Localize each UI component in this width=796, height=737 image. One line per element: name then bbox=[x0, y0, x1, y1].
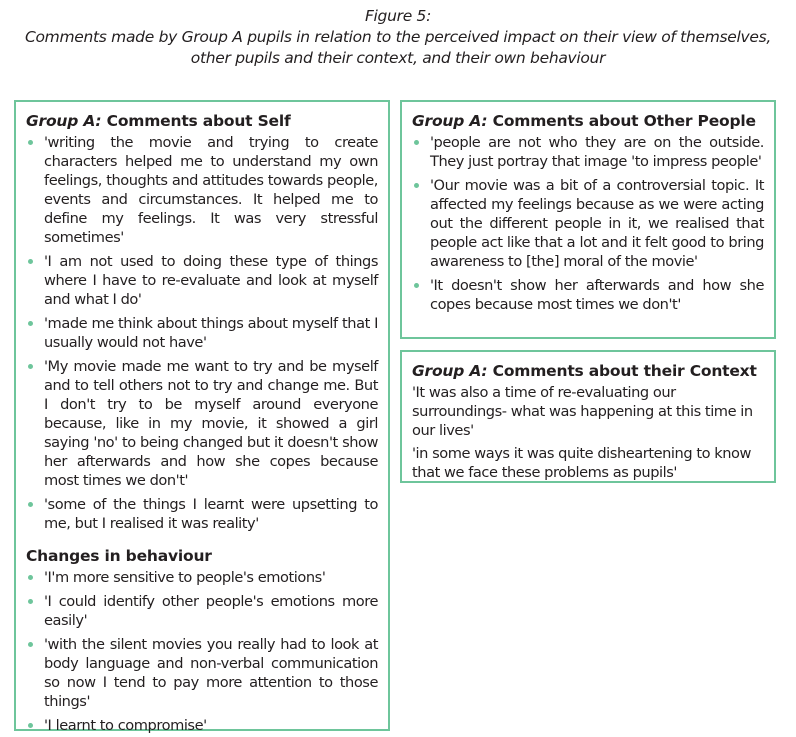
list-item: 'I am not used to doing these type of things where I have to re-evaluate and look at myself and what I do' bbox=[26, 252, 378, 309]
behaviour-list bbox=[26, 568, 378, 735]
group-prefix: Group A: bbox=[26, 112, 102, 130]
context-comment: 'It was also a time of re-evaluating our surroundings- what was happening at this time in our lives' bbox=[412, 384, 753, 439]
list-item: 'people are not who they are on the outside. They just portray that image 'to impress people' bbox=[412, 133, 764, 171]
list-item: 'I'm more sensitive to people's emotions' bbox=[26, 568, 378, 587]
list-item: 'some of the things I learnt were upsetting to me, but I realised it was reality' bbox=[26, 495, 378, 533]
self-heading bbox=[26, 112, 378, 130]
list-item: 'writing the movie and trying to create characters helped me to understand my own feelings, thoughts and attitudes towards people, events and circumstances. It helped me to define my feelings. It was very stressful sometimes' bbox=[26, 133, 378, 247]
others-title: Comments about Other People bbox=[492, 112, 756, 130]
list-item: 'My movie made me want to try and be myself and to tell others not to try and change me. But I don't try to be myself around everyone because, like in my movie, it showed a girl saying 'no' to being changed but it doesn't show her afterwards and how she copes because most times we don't' bbox=[26, 357, 378, 490]
group-prefix: Group A: bbox=[412, 112, 488, 130]
behaviour-heading: Changes in behaviour bbox=[26, 547, 212, 565]
figure-caption-line2: other pupils and their context, and their own behaviour bbox=[190, 49, 606, 67]
figure-label: Figure 5: bbox=[364, 7, 432, 25]
context-box bbox=[400, 350, 776, 483]
figure-caption bbox=[0, 6, 796, 69]
others-list bbox=[412, 133, 764, 314]
context-heading bbox=[412, 362, 764, 380]
self-comments-box bbox=[14, 100, 390, 734]
self-list bbox=[26, 133, 378, 533]
list-item: 'made me think about things about myself that I usually would not have' bbox=[26, 314, 378, 352]
list-item: 'It doesn't show her afterwards and how she copes because most times we don't' bbox=[412, 276, 764, 314]
context-title: Comments about their Context bbox=[492, 362, 757, 380]
list-item: 'I could identify other people's emotions more easily' bbox=[26, 592, 378, 630]
context-comment: 'in some ways it was quite disheartening to know that we face these problems as pupils' bbox=[412, 445, 752, 481]
group-prefix: Group A: bbox=[412, 362, 488, 380]
self-title: Comments about Self bbox=[106, 112, 291, 130]
other-people-box bbox=[400, 100, 776, 339]
list-item: 'I learnt to compromise' bbox=[26, 716, 378, 735]
others-heading bbox=[412, 112, 764, 130]
list-item: 'Our movie was a bit of a controversial topic. It affected my feelings because as we were acting out the different people in it, we realised that people act like that a lot and it felt good to bring awareness to [the] moral of the movie' bbox=[412, 176, 764, 271]
figure-caption-line1: Comments made by Group A pupils in relation to the perceived impact on their view of themselves, bbox=[24, 28, 772, 46]
list-item: 'with the silent movies you really had to look at body language and non-verbal communication so now I tend to pay more attention to those things' bbox=[26, 635, 378, 711]
